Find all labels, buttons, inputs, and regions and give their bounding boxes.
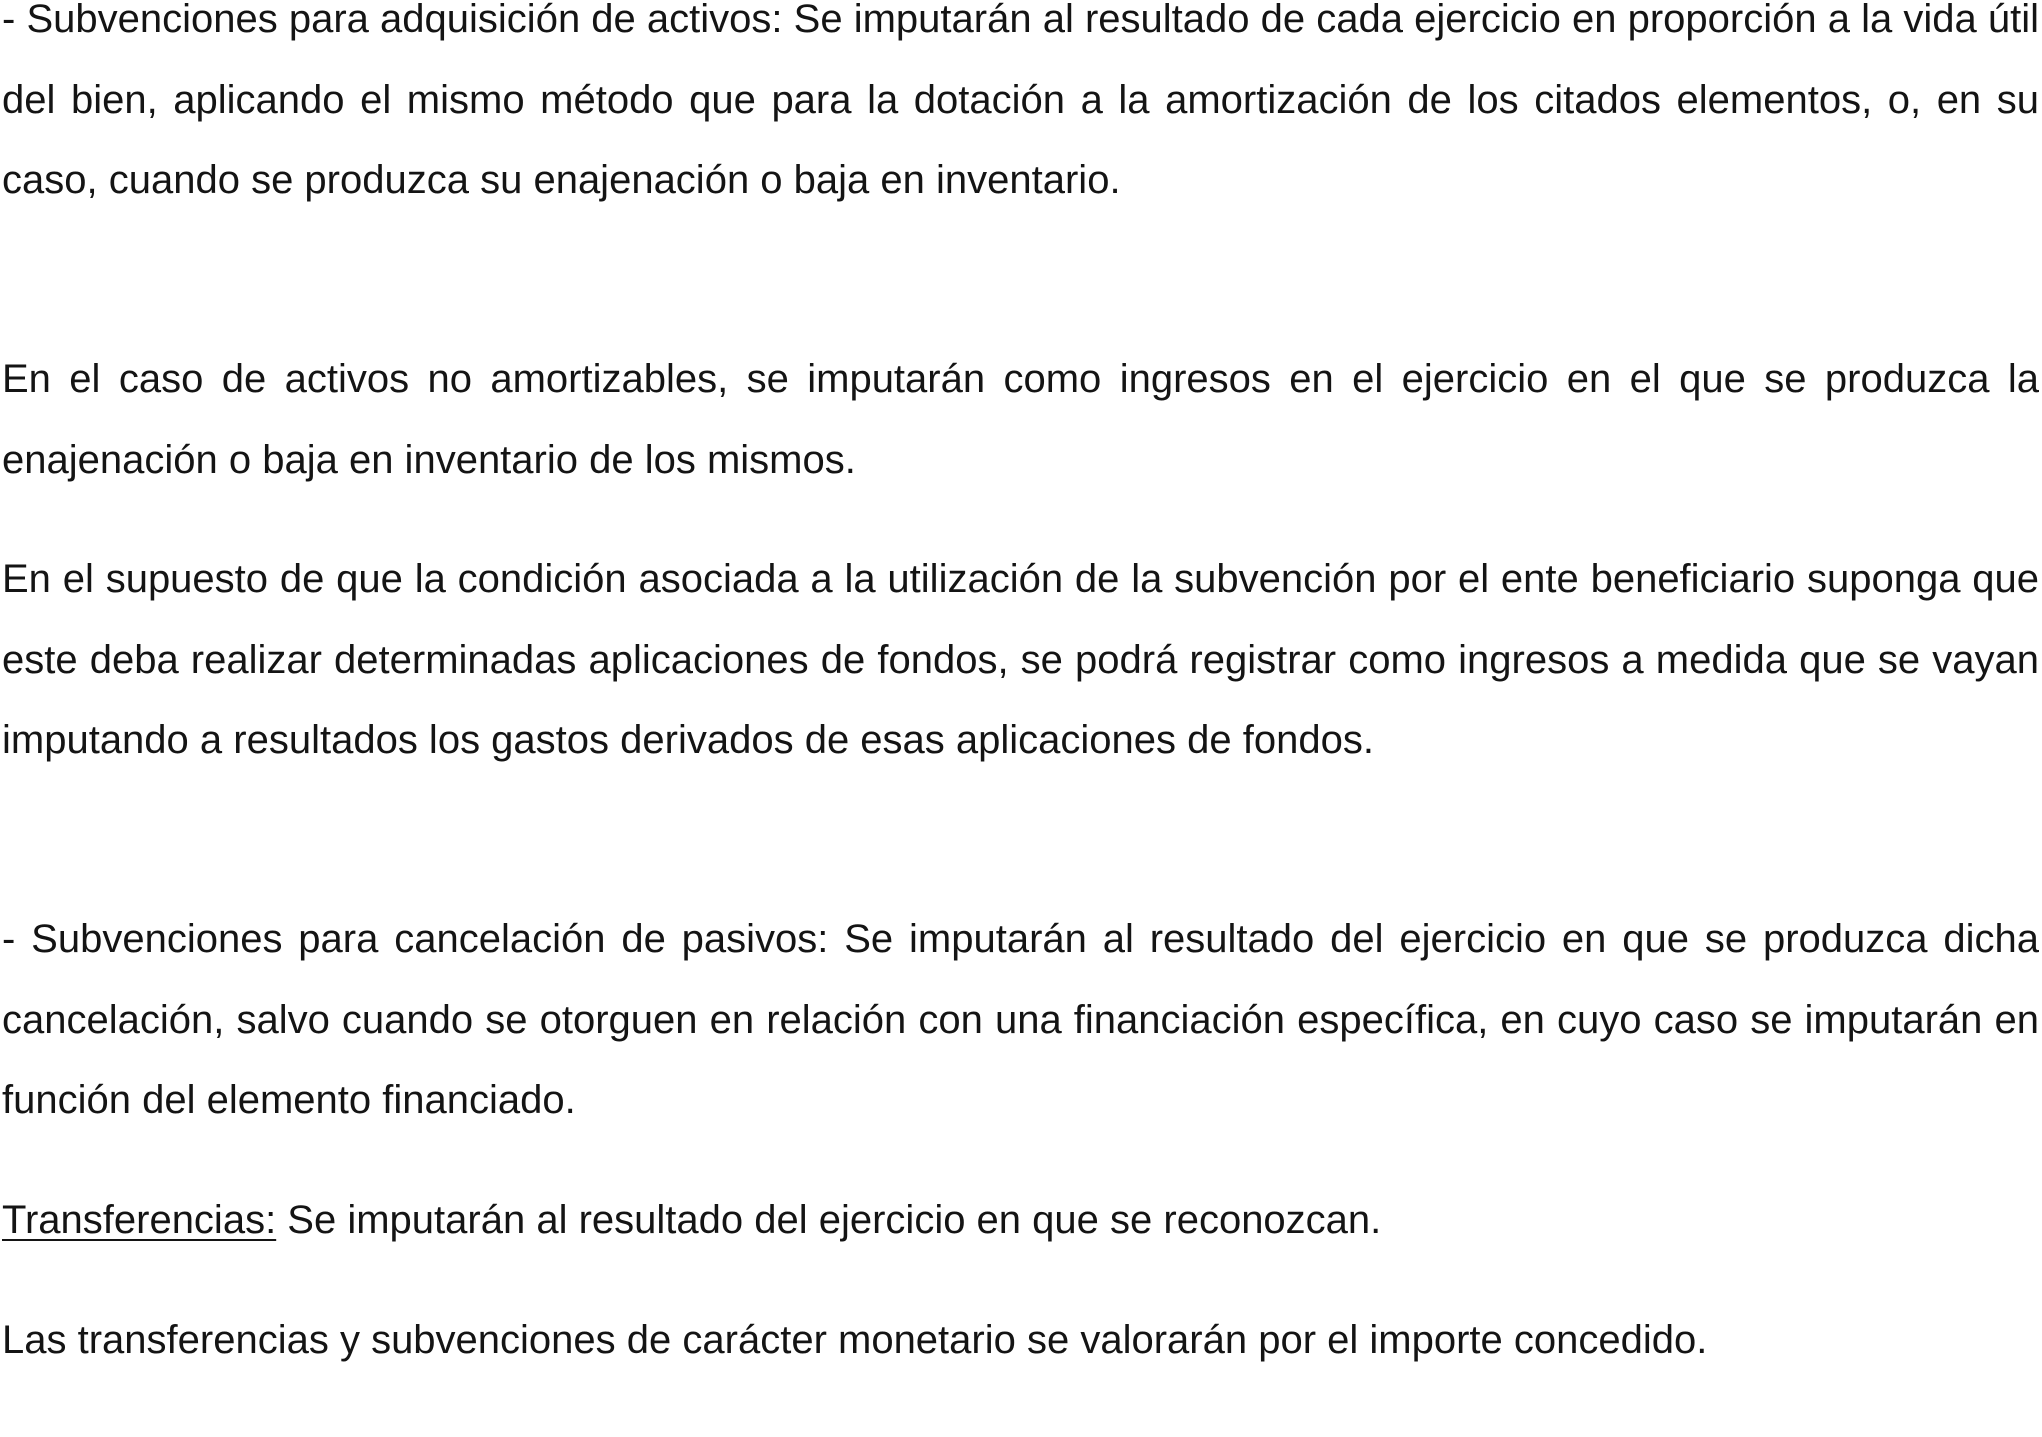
transferencias-text: Se imputarán al resultado del ejercicio en que se reconozcan. <box>276 1198 1382 1242</box>
transferencias-heading: Transferencias: <box>2 1198 277 1242</box>
paragraph-subvenciones-pasivos: - Subvenciones para cancelación de pasivos: Se imputarán al resultado del ejercicio en que se produzca dicha cancelación, salvo cuando se otorguen en relación con una financiación específica, en cuyo caso se imputarán en función del elemento financiado. <box>2 917 2039 1122</box>
paragraph-condicion-fondos: En el supuesto de que la condición asociada a la utilización de la subvención por el ente beneficiario suponga que este deba realizar determinadas aplicaciones de fondos, se podrá registrar como ingresos a medida que se vayan imputando a resultados los gastos derivados de esas aplicaciones de fondos. <box>2 557 2039 762</box>
paragraph-subvenciones-activos: - Subvenciones para adquisición de activos: Se imputarán al resultado de cada ejercicio en proporción a la vida útil del bien, aplicando el mismo método que para la dotación a la amortización de los citados elementos, o, en su caso, cuando se produzca su enajenación o baja en inventario. <box>2 0 2039 202</box>
paragraph-transferencias <box>2 1180 2039 1261</box>
paragraph-activos-no-amortizables: En el caso de activos no amortizables, se imputarán como ingresos en el ejercicio en el que se produzca la enajenación o baja en inventario de los mismos. <box>2 357 2039 482</box>
paragraph-valoracion: Las transferencias y subvenciones de carácter monetario se valorarán por el importe concedido. <box>2 1318 1708 1362</box>
